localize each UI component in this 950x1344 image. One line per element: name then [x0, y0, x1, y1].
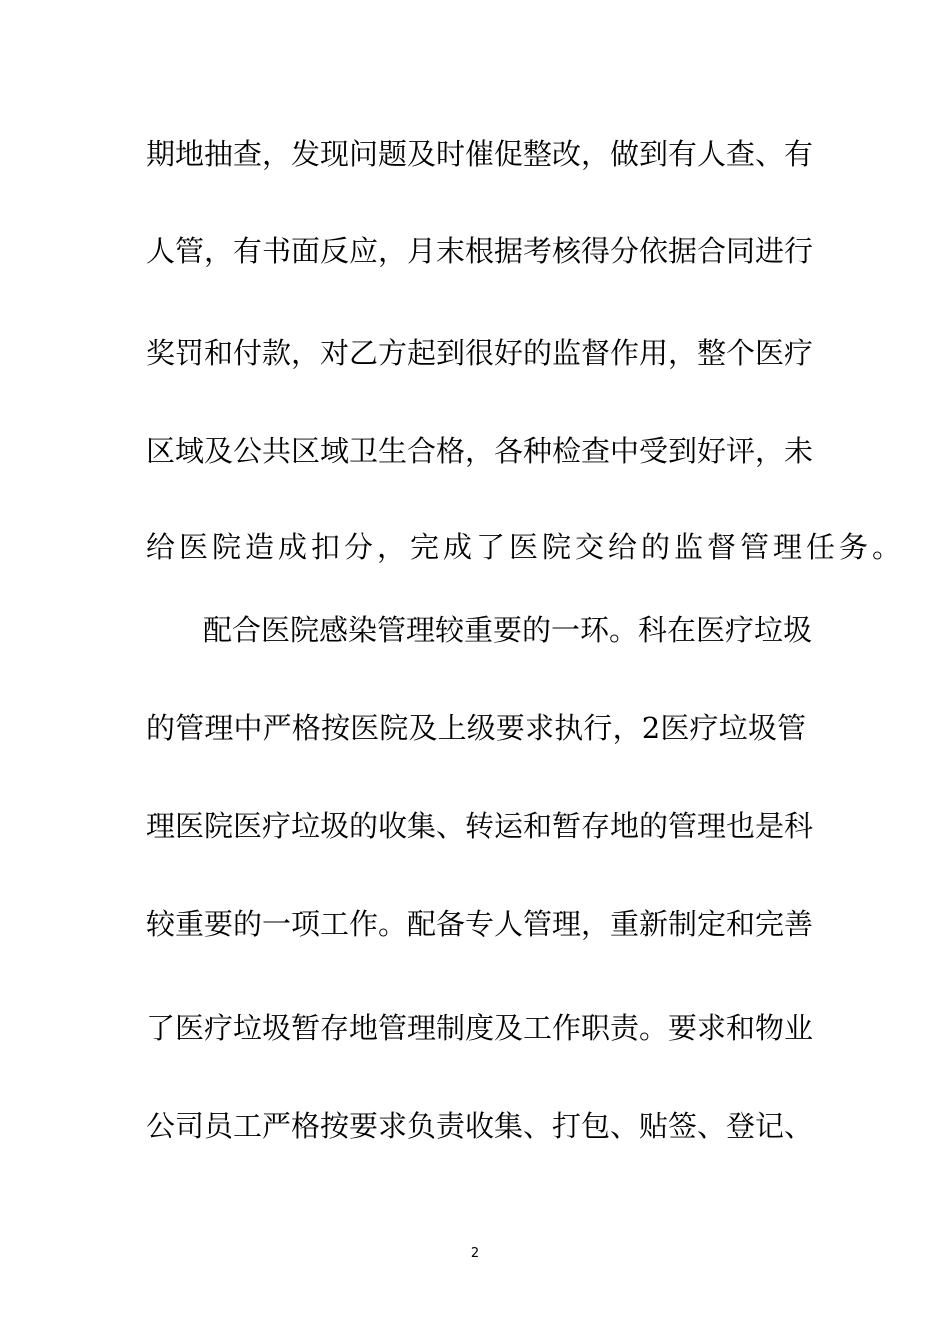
paragraph-line: 奖罚和付款，对乙方起到很好的监督作用，整个医疗	[146, 336, 814, 370]
paragraph-line: 区域及公共区域卫生合格，各种检查中受到好评，未	[146, 434, 814, 468]
paragraph-line: 理医院医疗垃圾的收集、转运和暂存地的管理也是科	[146, 809, 814, 843]
paragraph-line: 配合医院感染管理较重要的一环。科在医疗垃圾	[203, 613, 813, 647]
paragraph-line: 给医院造成扣分，完成了医院交给的监督管理任务。	[146, 530, 906, 564]
paragraph-line: 较重要的一项工作。配备专人管理，重新制定和完善	[146, 907, 814, 941]
paragraph-line: 的管理中严格按医院及上级要求执行，2医疗垃圾管	[146, 711, 806, 745]
paragraph-line: 了医疗垃圾暂存地管理制度及工作职责。要求和物业	[146, 1011, 814, 1045]
paragraph-line: 公司员工严格按要求负责收集、打包、贴签、登记、	[146, 1109, 814, 1143]
paragraph-line: 人管，有书面反应，月末根据考核得分依据合同进行	[146, 234, 814, 268]
page-number: 2	[470, 1246, 480, 1261]
paragraph-line: 期地抽查，发现问题及时催促整改，做到有人查、有	[146, 137, 814, 171]
